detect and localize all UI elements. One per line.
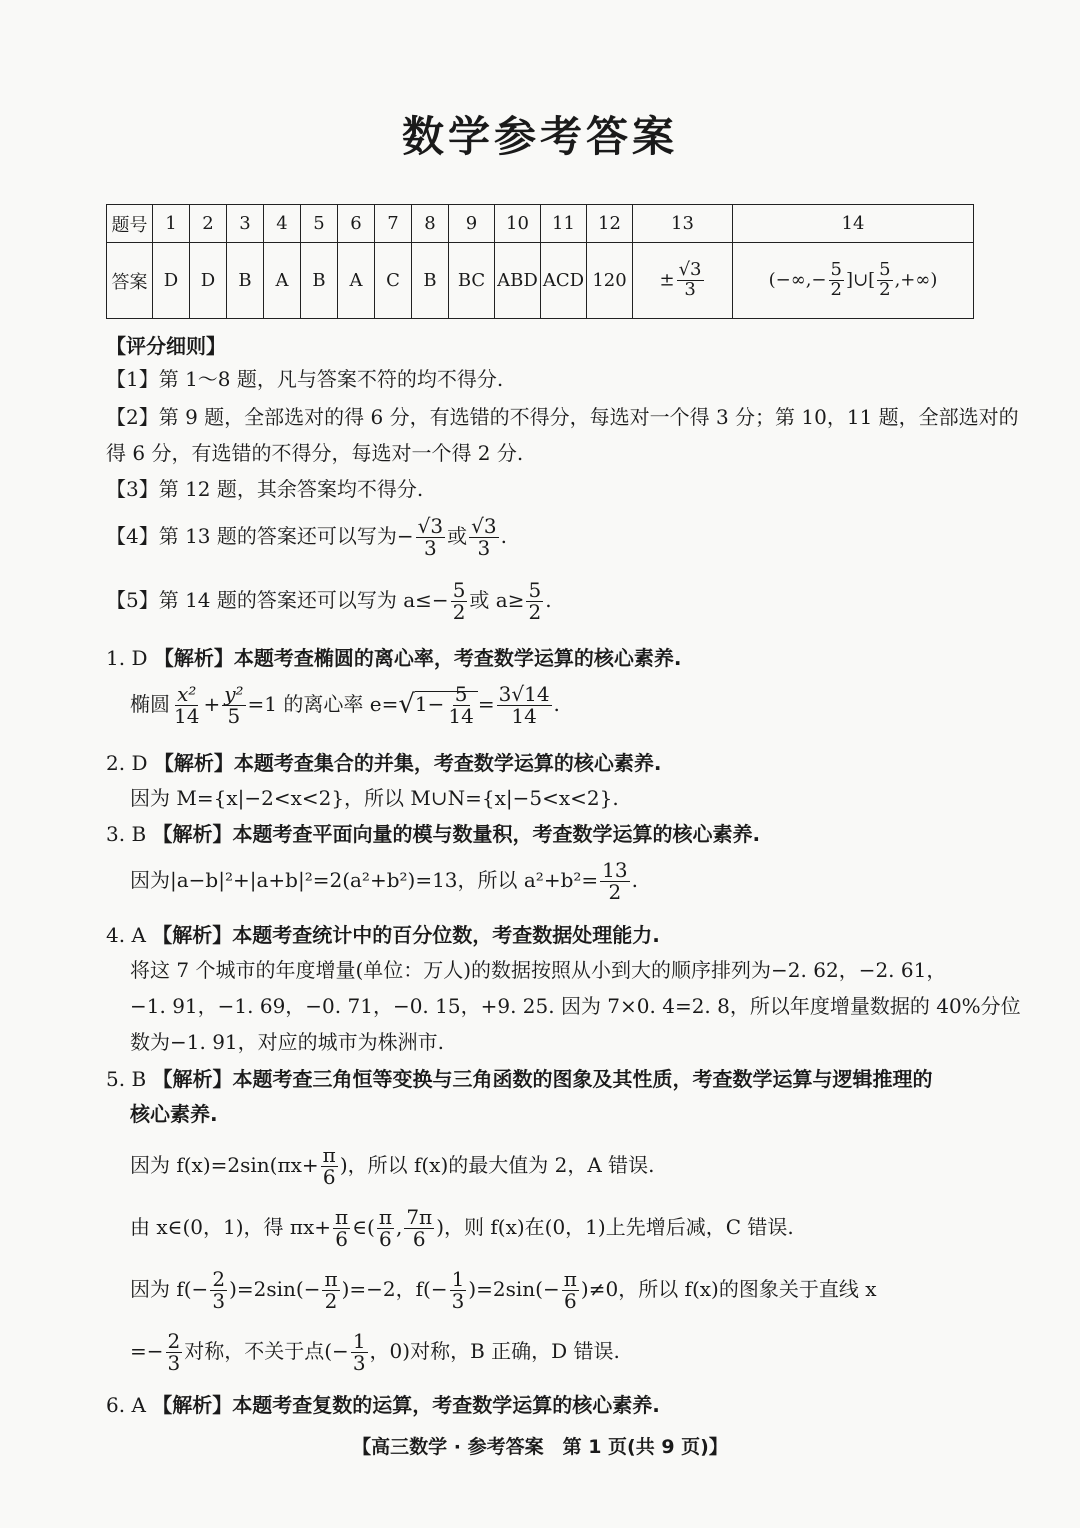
interval-left: (−∞,−: [768, 269, 827, 291]
table-cell: ACD: [541, 243, 587, 319]
fraction: [469, 516, 498, 559]
numerator: π: [324, 1267, 338, 1291]
q2-body: 因为 M={x|−2<x<2}，所以 M∪N={x|−5<x<2}.: [130, 786, 619, 810]
fraction: [222, 684, 245, 727]
q5-l4-post: ，0)对称，B 正确，D 错误.: [369, 1339, 620, 1363]
table-cell: A: [338, 243, 375, 319]
q5-l3-a: )=2sin(−: [229, 1277, 321, 1301]
fraction: [451, 580, 468, 623]
q5-line-3: [130, 1269, 876, 1312]
numerator: 5: [830, 259, 842, 281]
denominator: 14: [511, 704, 537, 728]
denominator: 14: [448, 704, 474, 728]
q2-heading: [106, 750, 661, 776]
numerator: 7π: [406, 1205, 433, 1229]
table-cell: D: [153, 243, 190, 319]
denominator: 6: [379, 1227, 392, 1251]
q1-heading: [106, 645, 681, 671]
q5-l3-pre: 因为 f(−: [130, 1277, 209, 1301]
table-cell: 14: [733, 205, 974, 243]
interval-right: ,+∞): [894, 269, 938, 291]
q5-l3-b: )=−2，f(−: [341, 1277, 448, 1301]
q5-l4-pre: =−: [130, 1339, 164, 1363]
denominator: 3: [477, 536, 491, 560]
sqrt-text: 1−: [414, 692, 445, 716]
fraction: [450, 1269, 467, 1312]
q5-l3-post: )≠0，所以 f(x)的图象关于直线 x: [580, 1277, 877, 1301]
numerator: π: [322, 1143, 336, 1167]
table-cell: 11: [541, 205, 587, 243]
q5-heading: [106, 1066, 933, 1092]
fraction: [404, 1207, 434, 1250]
q5-l2-pre: 由 x∈(0，1)，得 πx+: [130, 1215, 332, 1239]
numerator: π: [335, 1205, 349, 1229]
table-cell: D: [190, 243, 227, 319]
fraction: [600, 860, 629, 903]
q5-l3-c: )=2sin(−: [468, 1277, 560, 1301]
q4-line-2: −1. 91，−1. 69，−0. 71，−0. 15，+9. 25. 因为 7×0. 4=2. 8，所以年度增量数据的 40%分位: [130, 994, 1021, 1018]
q5-line-4: [130, 1331, 620, 1374]
table-cell: ABD: [495, 243, 541, 319]
numerator: y²: [224, 682, 244, 706]
table-cell: 9: [449, 205, 495, 243]
rule-5: 【5】第 14 题的答案还可以写为 a≤− $\frac{5}{2}$ 或 a≥ $\frac{5}{2}$ .: [106, 578, 552, 624]
numerator: x²: [177, 682, 197, 706]
q4-heading: [106, 922, 660, 948]
fraction: [526, 580, 543, 623]
numerator: 2: [212, 1267, 226, 1291]
fraction: [562, 1269, 579, 1312]
denominator: 2: [324, 1289, 338, 1313]
numerator: √3: [678, 259, 702, 281]
q4-line-1: 将这 7 个城市的年度增量(单位：万人)的数据按照从小到大的顺序排列为−2. 62，−2. 61，: [130, 958, 947, 982]
numerator: √3: [417, 514, 444, 538]
q2-analysis-head: 【解析】本题考查集合的并集，考查数学运算的核心素养.: [153, 751, 662, 775]
q3-analysis-head: 【解析】本题考查平面向量的模与数量积，考查数学运算的核心素养.: [152, 822, 761, 846]
q3-body: 因为|a−b|²+|a+b|²=2(a²+b²)=13，所以 a²+b²= $\frac{13}{2}$ .: [130, 858, 638, 904]
numerator: 5: [452, 578, 466, 602]
q5-l2-post: )，则 f(x)在(0，1)上先增后减，C 错误.: [436, 1215, 794, 1239]
denominator: 3: [684, 279, 696, 300]
page-title: 数学参考答案: [401, 112, 678, 161]
table-cell: 120: [587, 243, 633, 319]
table-header-row: [107, 205, 974, 243]
denominator: 6: [563, 1289, 577, 1313]
denominator: 5: [227, 704, 241, 728]
fraction: [166, 1331, 183, 1374]
answer-label-cell: 答案: [107, 243, 153, 319]
q1-label: 1. D: [106, 646, 148, 670]
answer-table: [106, 204, 974, 319]
q1-body-mid: =1 的离心率 e=: [247, 692, 399, 716]
denominator: 3: [424, 536, 437, 560]
sqrt-sign: √: [398, 689, 415, 720]
table-cell: BC: [449, 243, 495, 319]
denominator: 6: [335, 1227, 348, 1251]
fraction: [497, 684, 552, 727]
table-cell: A: [264, 243, 301, 319]
fraction: [172, 684, 201, 727]
answer-13-cell: [633, 243, 733, 319]
page-footer: 【高三数学 · 参考答案 第 1 页(共 9 页)】: [352, 1436, 728, 1458]
table-cell: 4: [264, 205, 301, 243]
rule-2-line-2: 得 6 分，有选错的不得分，每选对一个得 2 分.: [106, 441, 524, 465]
table-cell: 3: [227, 205, 264, 243]
fraction: [829, 261, 844, 300]
rule-3: 【3】第 12 题，其余答案均不得分.: [106, 477, 424, 501]
table-cell: 1: [153, 205, 190, 243]
table-cell: B: [227, 243, 264, 319]
denominator: 6: [322, 1165, 336, 1189]
table-answer-row: [107, 243, 974, 319]
q5-l4-mid: 对称，不关于点(−: [184, 1339, 349, 1363]
denominator: 6: [412, 1227, 426, 1251]
numerator: π: [563, 1267, 577, 1291]
numerator: 1: [451, 1267, 465, 1291]
table-cell: B: [412, 243, 449, 319]
fraction: [446, 684, 475, 727]
q3-body-text: 因为|a−b|²+|a+b|²=2(a²+b²)=13，所以 a²+b²=: [130, 868, 599, 892]
q4-line-3: 数为−1. 91，对应的城市为株洲市.: [130, 1030, 445, 1054]
fraction: [377, 1207, 394, 1250]
interval-union: ]∪[: [845, 269, 876, 291]
denominator: 3: [352, 1351, 366, 1375]
q5-l1-post: )，所以 f(x)的最大值为 2，A 错误.: [339, 1153, 655, 1177]
rule-1: 【1】第 1～8 题，凡与答案不符的均不得分.: [106, 367, 504, 391]
plus-minus: ±: [659, 269, 675, 291]
q5-l1-pre: 因为 f(x)=2sin(πx+: [130, 1153, 319, 1177]
denominator: 2: [830, 279, 842, 300]
q6-heading: [106, 1392, 660, 1418]
table-cell: 13: [633, 205, 733, 243]
rule-5-or: 或 a≥: [469, 588, 525, 612]
q5-line-1: [130, 1145, 655, 1188]
denominator: 3: [451, 1289, 465, 1313]
table-cell: 12: [587, 205, 633, 243]
fraction: [677, 261, 704, 300]
table-cell: 7: [375, 205, 412, 243]
table-cell: 10: [495, 205, 541, 243]
fraction: [351, 1331, 368, 1374]
table-cell: 2: [190, 205, 227, 243]
q1-analysis-head: 【解析】本题考查椭圆的离心率，考查数学运算的核心素养.: [153, 646, 682, 670]
q5-heading-cont: 核心素养.: [130, 1102, 218, 1126]
numerator: π: [378, 1205, 392, 1229]
q4-label: 4. A: [106, 923, 146, 947]
numerator: 13: [602, 858, 628, 882]
fraction: [333, 1207, 350, 1250]
fraction: [877, 261, 892, 300]
q1-body: 椭圆 $\frac{\text{x²}}{14}$ + $\frac{\text{y²}}{5}$ =1 的离心率 e=√1− $\frac{5}{14}$ = $\frac{3√14}{14}$ .: [130, 682, 560, 728]
q5-l2-mid: ∈(: [352, 1215, 375, 1239]
table-cell: C: [375, 243, 412, 319]
q4-analysis-head: 【解析】本题考查统计中的百分位数，考查数据处理能力.: [152, 923, 660, 947]
numerator: 1: [352, 1329, 366, 1353]
fraction: [321, 1145, 338, 1188]
table-cell: B: [301, 243, 338, 319]
table-cell: 6: [338, 205, 375, 243]
rule-4: 【4】第 13 题的答案还可以写为− $\frac{√3}{3}$ 或 $\frac{√3}{3}$ .: [106, 514, 507, 560]
denominator: 14: [174, 704, 200, 728]
numerator: 5: [454, 682, 468, 706]
table-cell: 5: [301, 205, 338, 243]
numerator: 3√14: [498, 682, 550, 706]
fraction: [210, 1269, 227, 1312]
denominator: 3: [167, 1351, 181, 1375]
q6-label: 6. A: [106, 1393, 146, 1417]
q3-label: 3. B: [106, 822, 147, 846]
header-label-cell: 题号: [107, 205, 153, 243]
table-cell: 8: [412, 205, 449, 243]
denominator: 2: [528, 600, 542, 624]
numerator: 2: [167, 1329, 181, 1353]
q5-line-2: 由 x∈(0，1)，得 πx+ $\frac{\pi}{6}$ ∈( $\frac{\pi}{6}$ , $\frac{7\pi}{6}$ )，则 f(x)在(0，1)上先增后减，C 错误.: [130, 1205, 794, 1251]
q6-analysis-head: 【解析】本题考查复数的运算，考查数学运算的核心素养.: [152, 1393, 660, 1417]
sqrt-body: [414, 682, 478, 728]
q5-analysis-head: 【解析】本题考查三角恒等变换与三角函数的图象及其性质，考查数学运算与逻辑推理的: [152, 1067, 933, 1091]
q1-body-text: 椭圆: [130, 692, 170, 716]
q3-heading: [106, 821, 760, 847]
denominator: 2: [608, 880, 622, 904]
denominator: 3: [212, 1289, 226, 1313]
fraction: [322, 1269, 339, 1312]
denominator: 2: [879, 279, 891, 300]
rule-5-text: 【5】第 14 题的答案还可以写为 a≤−: [106, 588, 449, 612]
numerator: 5: [879, 259, 891, 281]
rule-4-text: 【4】第 13 题的答案还可以写为−: [106, 524, 414, 548]
rule-4-or: 或: [447, 524, 468, 548]
q5-label: 5. B: [106, 1067, 147, 1091]
numerator: √3: [471, 514, 497, 538]
q2-label: 2. D: [106, 751, 148, 775]
rule-2-line-1: 【2】第 9 题，全部选对的得 6 分，有选错的不得分，每选对一个得 3 分；第 10，11 题，全部选对的: [106, 405, 1019, 429]
fraction: [416, 516, 445, 559]
numerator: 5: [528, 578, 542, 602]
denominator: 2: [452, 600, 466, 624]
answer-14-cell: [733, 243, 974, 319]
scoring-heading: 【评分细则】: [106, 334, 226, 358]
